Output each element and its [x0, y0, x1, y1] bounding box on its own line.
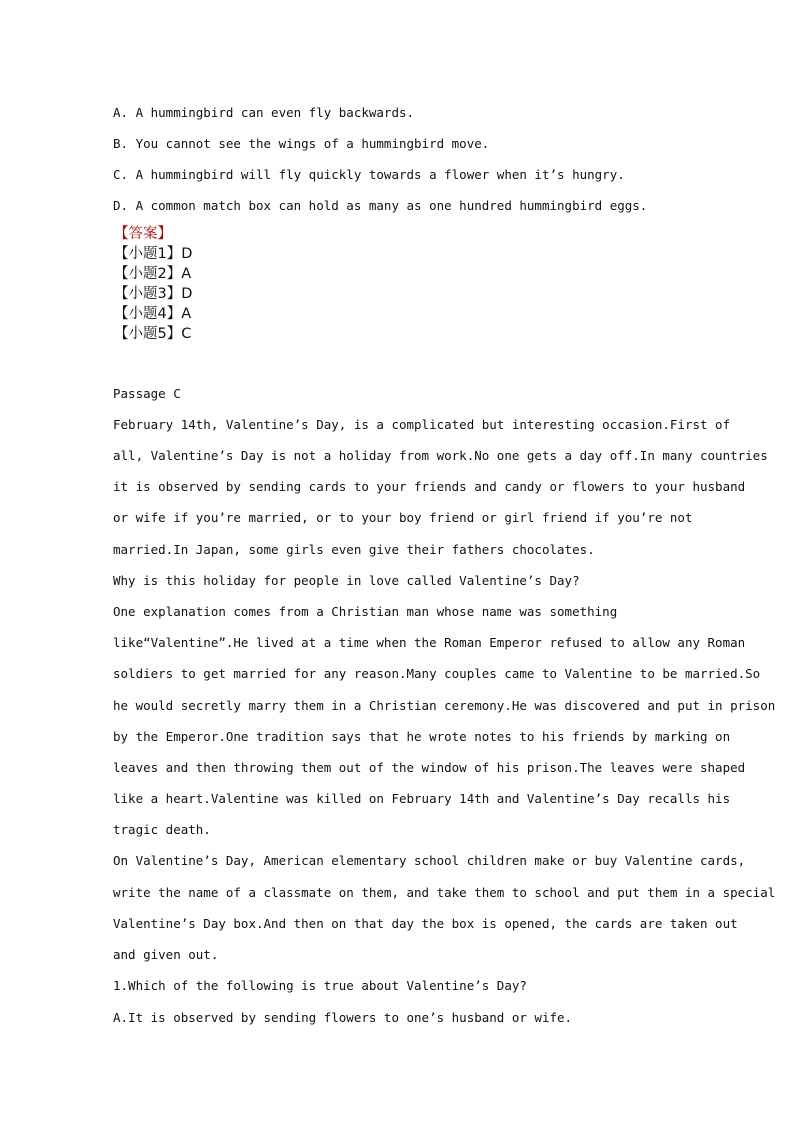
- question-text: 1.Which of the following is true about Valentine’s Day?: [113, 978, 527, 993]
- answer-item-5: 【小题5】C: [114, 326, 192, 342]
- question-option-a: A.It is observed by sending flowers to one’s husband or wife.: [113, 1010, 573, 1025]
- answer-item-4: 【小题4】A: [114, 306, 192, 322]
- passage-line: or wife if you’re married, or to your boy friend or girl friend if you’re not: [113, 510, 693, 525]
- passage-line: write the name of a classmate on them, and take them to school and put them in a special: [113, 885, 776, 900]
- passage-line: Valentine’s Day box.And then on that day the box is opened, the cards are taken out: [113, 916, 738, 931]
- passage-line: like a heart.Valentine was killed on February 14th and Valentine’s Day recalls his: [113, 791, 731, 806]
- passage-line: all, Valentine’s Day is not a holiday from work.No one gets a day off.In many countries: [113, 448, 768, 463]
- option-b: B. You cannot see the wings of a hummingbird move.: [113, 136, 490, 151]
- passage-title: Passage C: [113, 386, 181, 401]
- option-c: C. A hummingbird will fly quickly towards a flower when it’s hungry.: [113, 167, 625, 182]
- passage-line: tragic death.: [113, 822, 211, 837]
- passage-line: it is observed by sending cards to your friends and candy or flowers to your husband: [113, 479, 746, 494]
- answer-item-2: 【小题2】A: [114, 266, 192, 282]
- passage-line: like“Valentine”.He lived at a time when the Roman Emperor refused to allow any Roman: [113, 635, 746, 650]
- passage-line: by the Emperor.One tradition says that he wrote notes to his friends by marking on: [113, 729, 731, 744]
- option-a: A. A hummingbird can even fly backwards.: [113, 105, 415, 120]
- passage-line: Why is this holiday for people in love called Valentine’s Day?: [113, 573, 580, 588]
- passage-line: married.In Japan, some girls even give their fathers chocolates.: [113, 542, 595, 557]
- passage-line: soldiers to get married for any reason.Many couples came to Valentine to be married.So: [113, 666, 761, 681]
- answer-item-3: 【小题3】D: [114, 286, 193, 302]
- option-d: D. A common match box can hold as many as one hundred hummingbird eggs.: [113, 198, 648, 213]
- answer-label: 【答案】: [114, 226, 172, 242]
- passage-line: and given out.: [113, 947, 219, 962]
- passage-line: On Valentine’s Day, American elementary school children make or buy Valentine cards,: [113, 853, 746, 868]
- answer-item-1: 【小题1】D: [114, 246, 193, 262]
- passage-line: February 14th, Valentine’s Day, is a complicated but interesting occasion.First of: [113, 417, 731, 432]
- passage-line: leaves and then throwing them out of the window of his prison.The leaves were shaped: [113, 760, 746, 775]
- passage-line: he would secretly marry them in a Christian ceremony.He was discovered and put in prison: [113, 698, 776, 713]
- passage-line: One explanation comes from a Christian man whose name was something: [113, 604, 618, 619]
